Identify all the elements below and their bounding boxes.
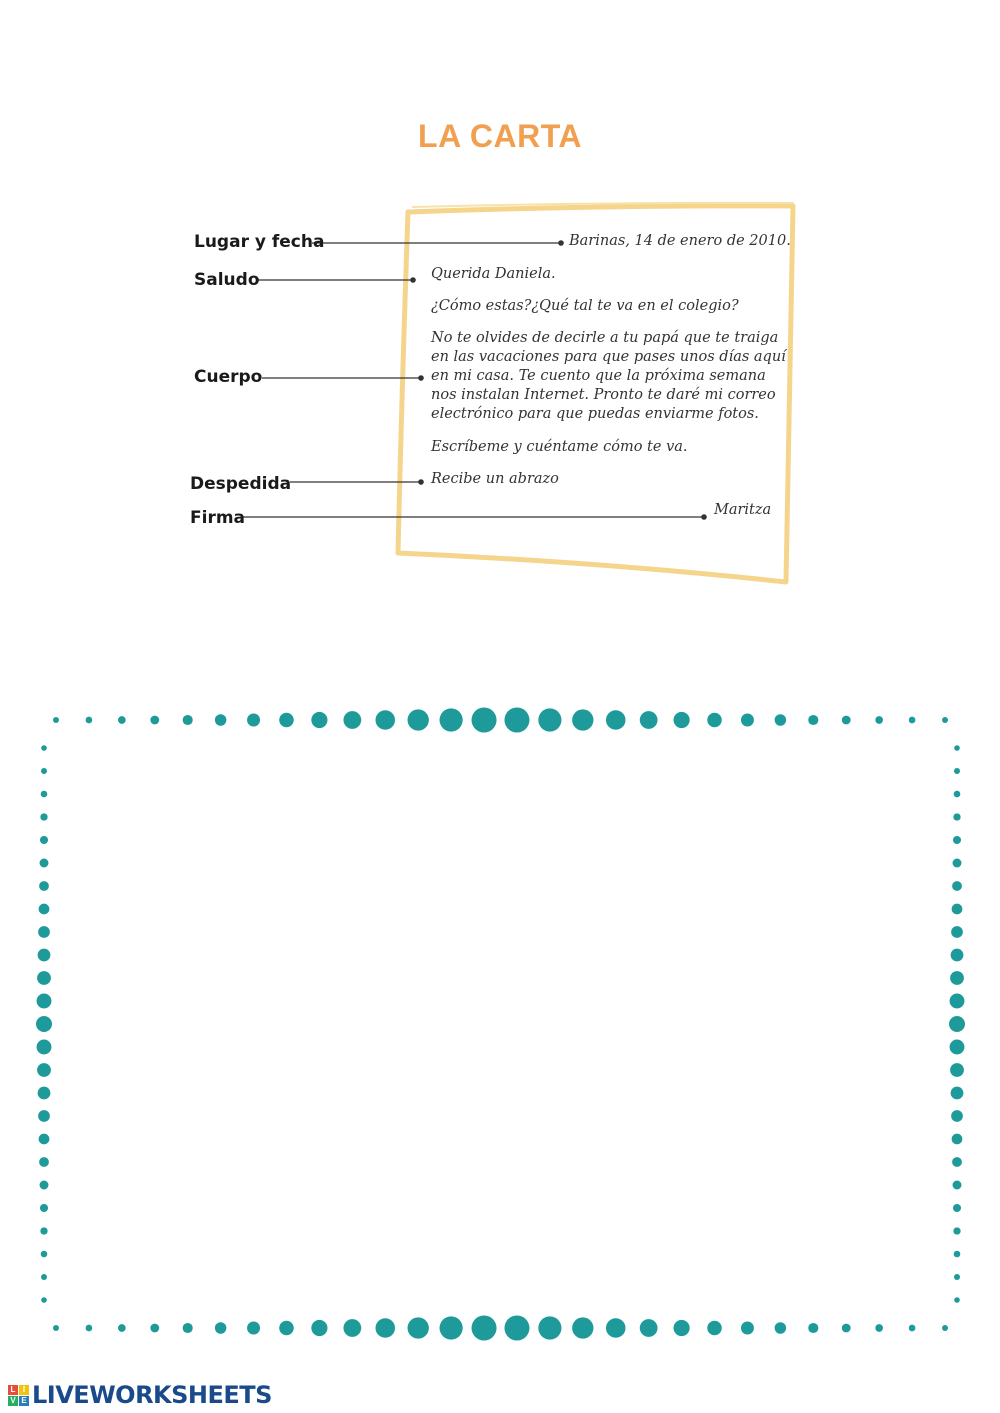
- logo-cube-letter: L: [8, 1385, 18, 1395]
- letter-signature: Maritza: [714, 502, 772, 518]
- border-dot-bottom: [408, 1317, 429, 1338]
- border-dot-bottom: [504, 1315, 529, 1340]
- border-dot-left: [36, 1016, 52, 1032]
- border-dot-bottom: [279, 1321, 294, 1336]
- border-dot-left: [39, 881, 49, 891]
- border-dot-right: [953, 1227, 960, 1234]
- border-dot-bottom: [640, 1319, 658, 1337]
- border-dot-left: [40, 1181, 49, 1190]
- border-dot-bottom: [942, 1325, 948, 1331]
- border-dot-bottom: [440, 1316, 463, 1339]
- letter-body-line: No te olvides de decirle a tu papá que te traiga: [431, 330, 779, 346]
- border-dot-right: [954, 745, 960, 751]
- letter-body-line: ¿Cómo estas?¿Qué tal te va en el colegio?: [431, 298, 739, 314]
- border-dot-left: [39, 904, 50, 915]
- border-dot-top: [572, 709, 593, 730]
- border-dot-top: [343, 711, 361, 729]
- border-dot-right: [953, 859, 962, 868]
- letter-body-line: Escríbeme y cuéntame cómo te va.: [431, 439, 688, 455]
- border-dot-left: [39, 1134, 50, 1145]
- page-title: LA CARTA: [418, 118, 582, 154]
- border-dot-right: [954, 768, 960, 774]
- letter-body-line: en las vacaciones para que pases unos días aquí: [431, 349, 786, 365]
- border-dot-bottom: [538, 1316, 561, 1339]
- border-dot-right: [950, 994, 965, 1009]
- border-dot-left: [38, 949, 51, 962]
- border-dot-bottom: [118, 1324, 126, 1332]
- border-dot-left: [40, 836, 48, 844]
- border-dot-bottom: [215, 1322, 226, 1333]
- border-dot-top: [538, 708, 561, 731]
- border-dot-right: [950, 971, 964, 985]
- label-lugar-fecha: Lugar y fecha: [194, 232, 325, 252]
- border-dot-left: [38, 1110, 50, 1122]
- border-dot-left: [41, 745, 47, 751]
- border-dot-left: [41, 1251, 48, 1258]
- border-dot-top: [707, 713, 722, 728]
- label-despedida: Despedida: [190, 474, 292, 494]
- border-dot-top: [741, 714, 754, 727]
- logo-text: LIVEWORKSHEETS: [32, 1381, 272, 1409]
- border-dot-top: [842, 716, 851, 725]
- border-dot-bottom: [606, 1318, 626, 1338]
- border-dot-top: [942, 717, 948, 723]
- border-dot-right: [954, 791, 961, 798]
- border-dot-top: [504, 707, 529, 732]
- border-dot-right: [952, 1157, 962, 1167]
- border-dot-bottom: [842, 1324, 851, 1333]
- border-dot-top: [408, 709, 429, 730]
- border-dot-top: [875, 716, 883, 724]
- letter-greeting: Querida Daniela.: [431, 266, 556, 282]
- border-dot-top: [808, 715, 818, 725]
- border-dot-right: [950, 1040, 965, 1055]
- letter-body-line: electrónico para que puedas enviarme fotos.: [431, 406, 759, 422]
- liveworksheets-logo: [8, 1380, 272, 1410]
- border-dot-bottom: [808, 1323, 818, 1333]
- border-dot-top: [118, 716, 126, 724]
- letter-body-line: en mi casa. Te cuento que la próxima semana: [431, 368, 766, 384]
- border-dot-right: [951, 926, 963, 938]
- border-dot-right: [952, 1134, 963, 1145]
- border-dot-right: [951, 949, 964, 962]
- border-dot-right: [952, 881, 962, 891]
- border-dot-top: [606, 710, 626, 730]
- border-dot-bottom: [472, 1315, 497, 1340]
- border-dot-top: [183, 715, 193, 725]
- border-dot-left: [40, 813, 47, 820]
- border-dot-right: [950, 1063, 964, 1077]
- border-dot-bottom: [775, 1322, 786, 1333]
- border-dot-right: [951, 1087, 964, 1100]
- border-dot-left: [41, 1274, 47, 1280]
- letter-closing: Recibe un abrazo: [431, 471, 559, 487]
- border-dot-left: [37, 994, 52, 1009]
- border-dot-left: [41, 1297, 47, 1303]
- border-dot-bottom: [86, 1325, 93, 1332]
- border-dot-left: [39, 1157, 49, 1167]
- border-dot-left: [37, 1063, 51, 1077]
- border-dot-bottom: [183, 1323, 193, 1333]
- border-dot-top: [640, 711, 658, 729]
- border-dot-left: [40, 859, 49, 868]
- label-cuerpo: Cuerpo: [194, 367, 263, 387]
- border-dot-top: [247, 714, 260, 727]
- border-dot-bottom: [741, 1322, 754, 1335]
- logo-cube-letter: E: [19, 1396, 29, 1406]
- border-dot-bottom: [674, 1320, 690, 1336]
- border-dot-left: [40, 1204, 48, 1212]
- border-dot-bottom: [343, 1319, 361, 1337]
- border-dot-right: [949, 1016, 965, 1032]
- border-dot-top: [375, 710, 395, 730]
- border-dot-top: [150, 716, 159, 725]
- letter-place-date: Barinas, 14 de enero de 2010.: [569, 233, 791, 249]
- border-dot-top: [674, 712, 690, 728]
- border-dot-left: [41, 768, 47, 774]
- border-dot-left: [37, 971, 51, 985]
- border-dot-right: [953, 813, 960, 820]
- border-dot-left: [41, 791, 48, 798]
- border-dot-bottom: [707, 1321, 722, 1336]
- border-dot-right: [952, 904, 963, 915]
- border-dot-bottom: [53, 1325, 59, 1331]
- border-dot-bottom: [909, 1325, 916, 1332]
- border-dot-left: [38, 926, 50, 938]
- border-dot-right: [953, 1181, 962, 1190]
- border-dot-right: [954, 1297, 960, 1303]
- border-dot-left: [40, 1227, 47, 1234]
- border-dot-bottom: [572, 1317, 593, 1338]
- liveworksheets-cubes-icon: [8, 1385, 29, 1406]
- border-dot-top: [775, 714, 786, 725]
- logo-cube-letter: V: [8, 1396, 18, 1406]
- label-firma: Firma: [190, 508, 246, 528]
- border-dot-bottom: [875, 1324, 883, 1332]
- border-dot-left: [38, 1087, 51, 1100]
- border-dot-top: [909, 717, 916, 724]
- border-dot-top: [215, 714, 226, 725]
- border-dot-right: [954, 1274, 960, 1280]
- logo-cube-letter: I: [19, 1385, 29, 1395]
- border-dot-top: [86, 717, 93, 724]
- border-dot-left: [37, 1040, 52, 1055]
- border-dot-bottom: [247, 1322, 260, 1335]
- border-dot-top: [440, 708, 463, 731]
- border-dot-top: [53, 717, 59, 723]
- letter-body-line: nos instalan Internet. Pronto te daré mi correo: [431, 387, 776, 403]
- border-dot-right: [954, 1251, 961, 1258]
- border-dot-bottom: [150, 1324, 159, 1333]
- border-dot-right: [953, 836, 961, 844]
- border-dot-right: [951, 1110, 963, 1122]
- border-dot-right: [953, 1204, 961, 1212]
- border-dot-top: [472, 707, 497, 732]
- label-saludo: Saludo: [194, 270, 260, 290]
- border-dot-top: [311, 712, 327, 728]
- border-dot-top: [279, 713, 294, 728]
- border-dot-bottom: [375, 1318, 395, 1338]
- border-dot-bottom: [311, 1320, 327, 1336]
